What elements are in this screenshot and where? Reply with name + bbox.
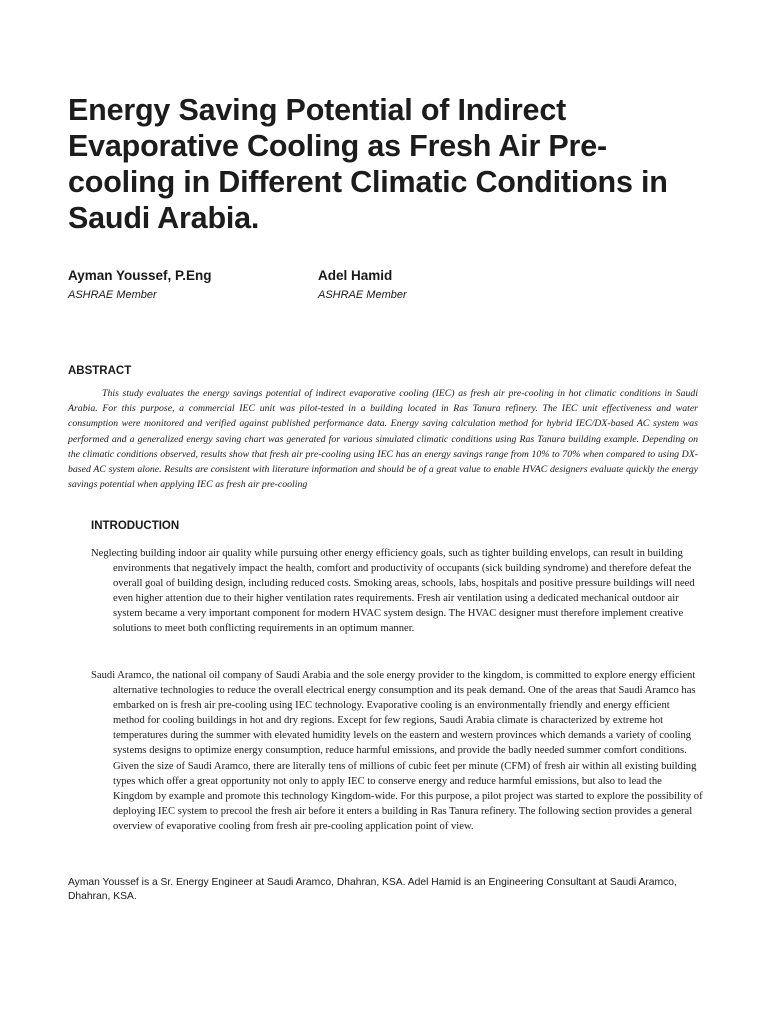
abstract-heading: ABSTRACT bbox=[68, 365, 132, 377]
author-affiliation: ASHRAE Member bbox=[318, 289, 407, 301]
author-footnote: Ayman Youssef is a Sr. Energy Engineer at Saudi Aramco, Dhahran, KSA. Adel Hamid is an Engineering Consultant at Saudi Aramco, Dhahran, KSA. bbox=[68, 877, 677, 902]
author-name: Adel Hamid bbox=[318, 268, 393, 283]
abstract-text: This study evaluates the energy savings potential of indirect evaporative cooling (IEC) as fresh air pre-cooling in hot climatic conditions in Saudi Arabia. For this purpose, a commercial IEC unit was pilot-tested in a building located in Ras Tanura refinery. The IEC unit effectiveness and water consumption were monitored and verified against published performance data. Energy saving calculation method for hybrid IEC/DX-based AC system was performed and a generalized energy saving chart was generated for various simulated climatic conditions using Ras Tanura building example. Depending on the climatic conditions observed, results show that fresh air pre-cooling using IEC has an energy savings range from 10% to 70% when compared to using DX-based AC system alone. Results are consistent with literature information and should be of a great value to enable HVAC designers evaluate quickly the energy savings potential when applying IEC as fresh air pre-cooling bbox=[68, 388, 698, 491]
author-name: Ayman Youssef, P.Eng bbox=[68, 268, 212, 283]
intro-paragraph-1: Neglecting building indoor air quality while pursuing other energy efficiency goals, such as tighter building envelops, can result in building environments that negatively impact the health, comfort and productivity of occupants (sick building syndrome) and therefore defeat the overall goal of building design, including reduced costs. Smoking areas, schools, labs, hospitals and positive pressure buildings will need even higher attention due to their higher ventilation rates requirements. Fresh air ventilation using a dedicated mechanical outdoor air system became a very important component for modern HVAC system design. The HVAC designer must therefore implement creative solutions to meet both conflicting requirements in an optimum manner. bbox=[91, 548, 695, 635]
introduction-heading: INTRODUCTION bbox=[91, 520, 180, 532]
author-block-1 bbox=[68, 267, 212, 303]
intro-paragraph-2: Saudi Aramco, the national oil company of Saudi Arabia and the sole energy provider to the kingdom, is committed to explore energy efficient alternative technologies to reduce the overall electrical energy consumption and its peak demand. One of the areas that Saudi Aramco has embarked on is fresh air pre-cooling using IEC technology. Evaporative cooling is an environmentally friendly and energy efficient method for cooling buildings in hot and dry regions. Except for few regions, Saudi Arabia climate is characterized by extreme hot temperatures during the summer with elevated humidity levels on the eastern and western provinces which demands a variety of cooling systems designs to optimize energy consumption, reduce harmful emissions, and provide the badly needed summer comfort conditions. Given the size of Saudi Aramco, there are literally tens of millions of cubic feet per minute (CFM) of fresh air within all existing building types which offer a great opportunity not only to apply IEC to conserve energy and reduce harmful emissions, but also to lead the Kingdom by example and promote this technology Kingdom-wide. For this purpose, a pilot project was started to explore the possibility of deploying IEC system to precool the fresh air before it enters a building in Ras Tanura refinery. The following section provides a general overview of evaporative cooling from fresh air pre-cooling application point of view. bbox=[91, 670, 703, 832]
paper-title: Energy Saving Potential of Indirect Evaporative Cooling as Fresh Air Pre-cooling in Different Climatic Conditions in Saudi Arabia. bbox=[68, 93, 668, 235]
author-block-2 bbox=[318, 267, 407, 303]
author-affiliation: ASHRAE Member bbox=[68, 289, 157, 301]
